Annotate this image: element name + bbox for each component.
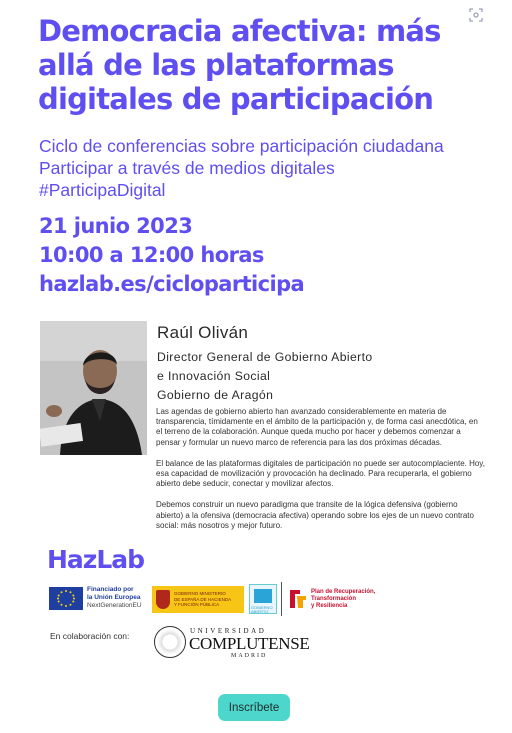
speaker-name: Raúl Oliván [157, 323, 249, 342]
event-details [39, 212, 304, 299]
subtitle-line: Participar a través de medios digitales [39, 158, 335, 178]
sponsor-logos [49, 582, 389, 616]
bio-paragraph: Las agendas de gobierno abierto han avanzado considerablemente en materia de transparencia, tímidamente en el ámbito de la participación y, de forma casi anecdótica, en el terreno de la colaboración. Aunque queda mucho por hacer y debemos comenzar a pensar y formular un nuevo marco de referencia para las dos próximas décadas. [156, 407, 478, 447]
speaker-role-line: Gobierno de Aragón [157, 388, 274, 402]
event-time: 10:00 a 12:00 horas [39, 243, 264, 267]
university-seal-icon [154, 626, 186, 658]
gobierno-espana-logo: GOBIERNO MINISTERIO DE ESPAÑA DE HACIENDA Y FUNCIÓN PÚBLICA [152, 586, 244, 613]
event-url: hazlab.es/cicloparticipa [39, 272, 305, 296]
bio-paragraph: El balance de las plataformas digitales de participación no puede ser autocomplaciente. Hoy, esa capacidad de movilización y provocación ha declinado. Para recuperarla, el gobierno abierto debe seducir, conectar y movilizar afectos. [156, 458, 485, 489]
speaker-role-line: e Innovación Social [157, 369, 271, 383]
event-date: 21 junio 2023 [39, 214, 193, 238]
title-line: digitales de participación [38, 82, 434, 116]
title-line: allá de las plataformas [38, 48, 394, 82]
coat-of-arms-icon [156, 590, 170, 609]
eu-funding-text: Financiado por la Unión Europea NextGenerationEU [87, 586, 142, 609]
hashtag: #ParticipaDigital [39, 180, 166, 200]
logo-divider [281, 582, 282, 616]
speaker-bio [156, 407, 486, 542]
collaboration-label: En colaboración con: [50, 631, 130, 641]
hazlab-logo: HazLab [47, 545, 145, 574]
register-button[interactable]: Inscríbete [218, 694, 290, 721]
subtitle-line: Ciclo de conferencias sobre participación ciudadana [39, 136, 444, 156]
title-line: Democracia afectiva: más [38, 14, 441, 48]
event-subtitle [39, 135, 479, 201]
speaker-photo [40, 321, 147, 455]
speaker-role [157, 348, 373, 405]
gobierno-abierto-logo: GOBIERNO ABIERTO [249, 584, 277, 614]
prtr-icon [289, 589, 307, 609]
ucm-logo: UNIVERSIDAD COMPLUTENSE MADRID [154, 625, 294, 661]
prtr-text: Plan de Recuperación, Transformación y Resiliencia [311, 589, 376, 609]
bio-paragraph: Debemos construir un nuevo paradigma que transite de la lógica defensiva (gobierno abierto) a la ofensiva (democracia afectiva) operando sobre los ejes de un nuevo contrato social: más nosotros y mejor futuro. [156, 500, 474, 530]
eu-flag-icon [49, 587, 83, 610]
speaker-role-line: Director General de Gobierno Abierto [157, 350, 373, 364]
event-title [38, 14, 478, 116]
